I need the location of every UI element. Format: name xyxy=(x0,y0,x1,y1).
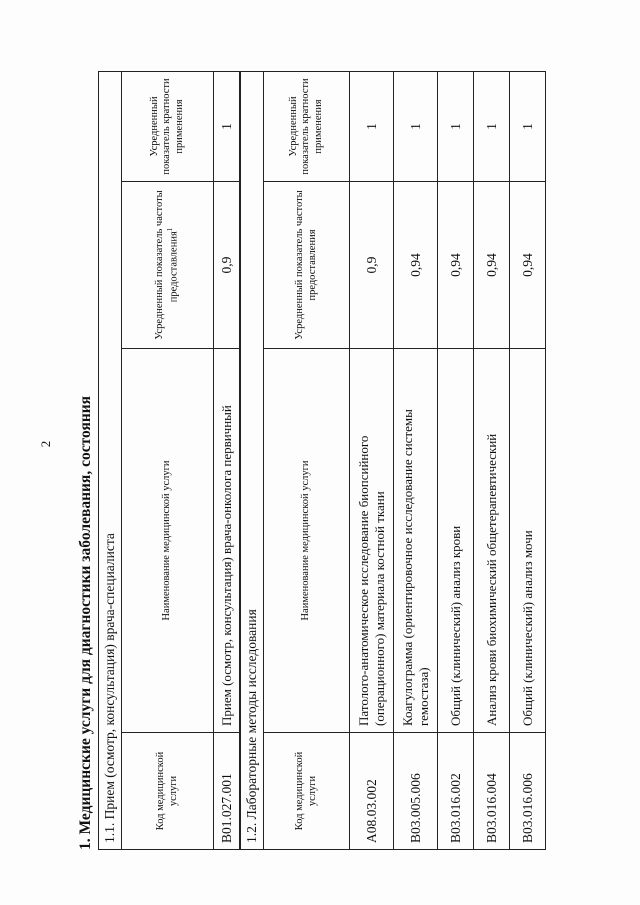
service-name: Патолого-анатомическое исследование биопсийного (операционного) материала костной ткани xyxy=(350,349,394,733)
page-number: 2 xyxy=(38,440,53,448)
table-caption: 1.2. Лабораторные методы исследования xyxy=(241,71,264,849)
service-code: B03.016.002 xyxy=(438,733,474,850)
frequency-value: 0,94 xyxy=(394,182,438,349)
service-code: B03.005.006 xyxy=(394,733,438,850)
service-name: Общий (клинический) анализ крови xyxy=(438,349,474,733)
multiplicity-value: 1 xyxy=(438,71,474,181)
service-code: B03.016.004 xyxy=(474,733,510,850)
service-name: Коагулограмма (ориентировочное исследование системы гемостаза) xyxy=(394,349,438,733)
column-header-frequency: Усредненный показатель частоты предоставления xyxy=(264,182,350,349)
frequency-value: 0,94 xyxy=(510,182,546,349)
column-header-name: Наименование медицинской услуги xyxy=(264,349,350,733)
column-header-frequency: Усредненный показатель частоты предоставления$^1$ xyxy=(122,182,214,349)
table-row xyxy=(510,71,546,849)
table-row xyxy=(394,71,438,849)
table-row xyxy=(438,71,474,849)
frequency-value: 0,9 xyxy=(214,182,240,349)
service-name: Анализ крови биохимический общетерапевтический xyxy=(474,349,510,733)
service-code: A08.03.002 xyxy=(350,733,394,850)
frequency-value: 0,94 xyxy=(438,182,474,349)
column-header-code: Код медицинской услуги xyxy=(122,733,214,850)
services-table-consultation xyxy=(98,71,240,850)
table-caption: 1.1. Прием (осмотр, консультация) врача-специалиста xyxy=(99,72,122,850)
column-header-multiplicity: Усредненный показатель кратности применения xyxy=(122,72,214,182)
multiplicity-value: 1 xyxy=(474,71,510,181)
column-header-code: Код медицинской услуги xyxy=(264,733,350,850)
service-name: Общий (клинический) анализ мочи xyxy=(510,349,546,733)
service-name: Прием (осмотр, консультация) врача-онколога первичный xyxy=(214,349,240,733)
column-header-name: Наименование медицинской услуги xyxy=(122,349,214,733)
table-row xyxy=(474,71,510,849)
services-table-laboratory xyxy=(240,71,546,850)
table-row xyxy=(214,72,240,850)
multiplicity-value: 1 xyxy=(350,71,394,181)
service-code: B01.027.001 xyxy=(214,733,240,850)
service-code: B03.016.006 xyxy=(510,733,546,850)
frequency-value: 0,94 xyxy=(474,182,510,349)
section-title: 1. Медицинские услуги для диагностики заболевания, состояния xyxy=(77,395,94,850)
frequency-value: 0,9 xyxy=(350,182,394,349)
multiplicity-value: 1 xyxy=(394,71,438,181)
multiplicity-value: 1 xyxy=(214,72,240,182)
rotated-sheet xyxy=(74,60,634,850)
table-row xyxy=(350,71,394,849)
column-header-multiplicity: Усредненный показатель кратности применения xyxy=(264,71,350,181)
multiplicity-value: 1 xyxy=(510,71,546,181)
